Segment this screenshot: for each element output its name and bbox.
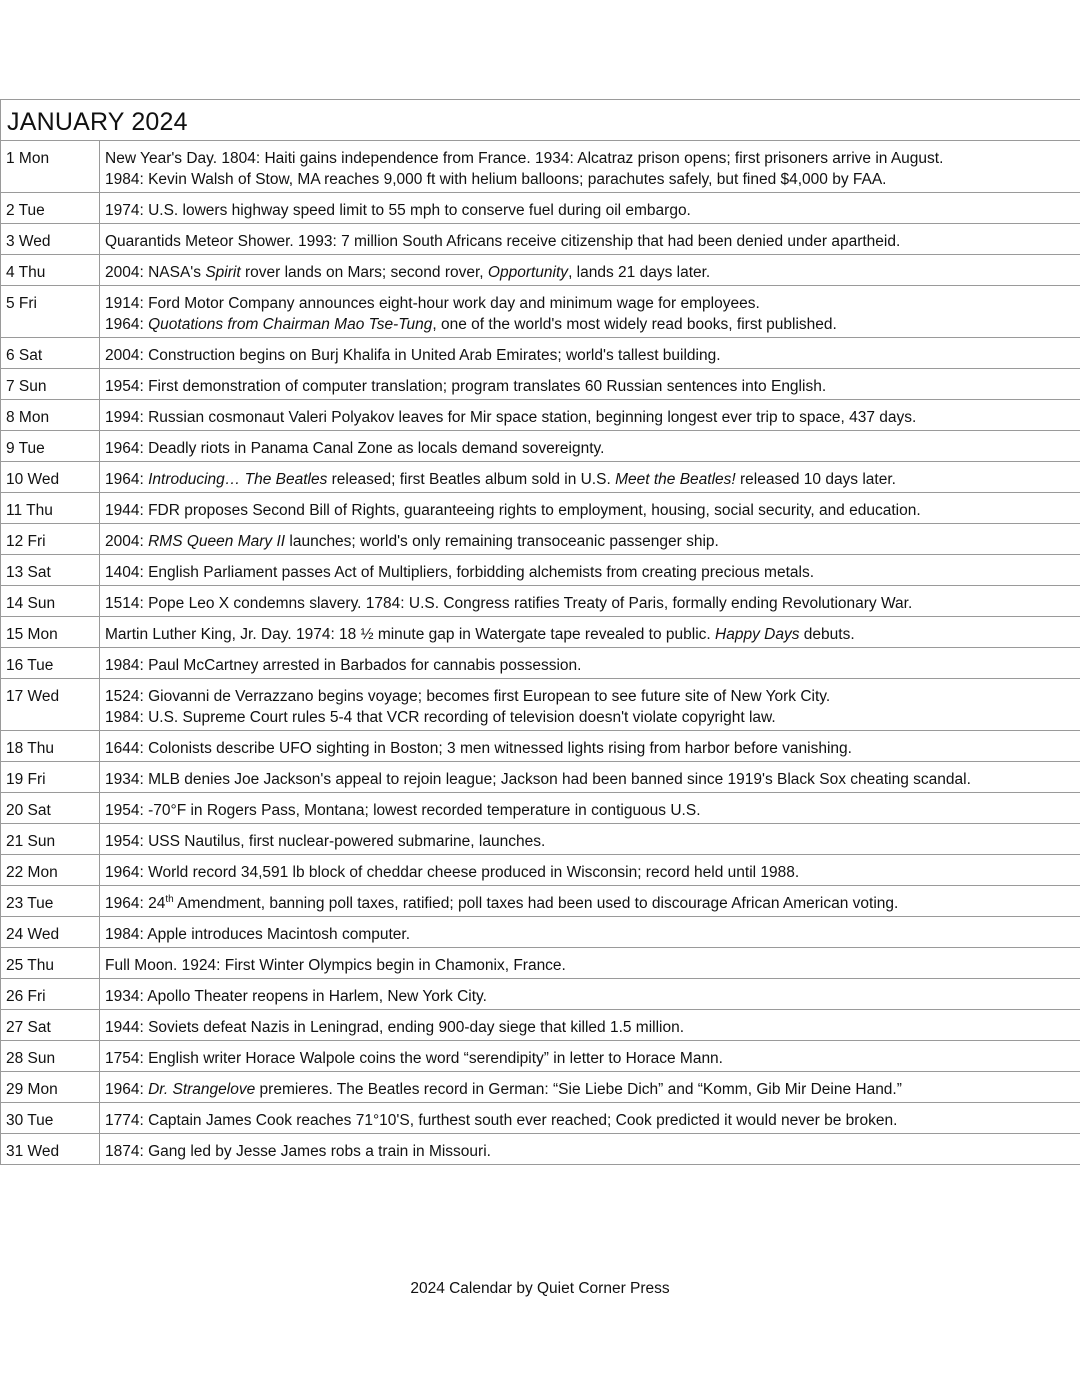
event-title-italic: Opportunity (487, 264, 569, 281)
event-title-italic: Meet the Beatles! (615, 471, 736, 488)
event-text (100, 524, 1080, 554)
day-label: 20 Sat (0, 793, 100, 823)
event-segment: released 10 days later. (735, 471, 896, 488)
event-title-italic: Happy Days (715, 626, 800, 643)
event-segment: 1524: Giovanni de Verrazzano begins voyage; becomes first European to see future site of New York City. (105, 688, 831, 705)
event-line (105, 1048, 1080, 1069)
table-row (0, 617, 1080, 648)
table-row (0, 1072, 1080, 1103)
day-label: 12 Fri (0, 524, 100, 554)
event-segment: 1774: Captain James Cook reaches 71°10'S, furthest south ever reached; Cook predicted it would never be broken. (105, 1112, 898, 1129)
event-segment: 1874: Gang led by Jesse James robs a train in Missouri. (105, 1143, 491, 1160)
event-line (105, 231, 1080, 252)
table-row (0, 679, 1080, 731)
event-line (105, 707, 1080, 728)
event-text (100, 431, 1080, 461)
event-line (105, 531, 1080, 552)
event-segment: 1514: Pope Leo X condemns slavery. 1784: U.S. Congress ratifies Treaty of Paris, formally ending Revolutionary War. (105, 595, 913, 612)
event-line (105, 500, 1080, 521)
event-line (105, 407, 1080, 428)
event-text (100, 855, 1080, 885)
event-segment: 1984: Paul McCartney arrested in Barbados for cannabis possession. (105, 657, 582, 674)
event-line (105, 986, 1080, 1007)
event-text (100, 679, 1080, 730)
event-segment: , one of the world's most widely read books, first published. (432, 316, 837, 333)
table-row (0, 586, 1080, 617)
event-segment: 1934: MLB denies Joe Jackson's appeal to rejoin league; Jackson had been banned since 1919's Black Sox cheating scandal. (105, 771, 971, 788)
day-label: 31 Wed (0, 1134, 100, 1164)
event-text (100, 824, 1080, 854)
table-row (0, 555, 1080, 586)
event-text (100, 886, 1080, 916)
event-line (105, 624, 1080, 645)
event-segment: rover lands on Mars; second rover, (240, 264, 488, 281)
day-label: 22 Mon (0, 855, 100, 885)
event-text (100, 617, 1080, 647)
event-line (105, 955, 1080, 976)
day-label: 1 Mon (0, 141, 100, 192)
event-text (100, 286, 1080, 337)
table-row (0, 141, 1080, 193)
day-label: 11 Thu (0, 493, 100, 523)
event-text (100, 1134, 1080, 1164)
event-segment: 1974: U.S. lowers highway speed limit to 55 mph to conserve fuel during oil embargo. (105, 202, 691, 219)
event-line (105, 655, 1080, 676)
event-segment: 1644: Colonists describe UFO sighting in Boston; 3 men witnessed lights rising from harbor before vanishing. (105, 740, 852, 757)
day-label: 4 Thu (0, 255, 100, 285)
event-segment: 1914: Ford Motor Company announces eight-hour work day and minimum wage for employees. (105, 295, 760, 312)
event-segment: 1944: FDR proposes Second Bill of Rights, guaranteeing rights to employment, housing, social security, and education. (105, 502, 921, 519)
event-segment: 1954: First demonstration of computer translation; program translates 60 Russian sentences into English. (105, 378, 827, 395)
table-row (0, 338, 1080, 369)
day-label: 15 Mon (0, 617, 100, 647)
event-segment: 2004: (105, 533, 149, 550)
event-text (100, 1072, 1080, 1102)
event-title-italic: Spirit (205, 264, 241, 281)
event-segment: 1944: Soviets defeat Nazis in Leningrad, ending 900-day siege that killed 1.5 million. (105, 1019, 685, 1036)
table-row (0, 369, 1080, 400)
day-label: 10 Wed (0, 462, 100, 492)
event-text (100, 141, 1080, 192)
day-label: 30 Tue (0, 1103, 100, 1133)
table-row (0, 400, 1080, 431)
table-row (0, 1010, 1080, 1041)
event-segment: 1954: USS Nautilus, first nuclear-powered submarine, launches. (105, 833, 546, 850)
event-text (100, 648, 1080, 678)
event-segment: 1964: (105, 1081, 149, 1098)
table-row (0, 648, 1080, 679)
table-row (0, 824, 1080, 855)
event-line (105, 738, 1080, 759)
table-row (0, 948, 1080, 979)
event-text (100, 555, 1080, 585)
event-segment: Quarantids Meteor Shower. 1993: 7 million South Africans receive citizenship that had been denied under apartheid. (105, 233, 901, 250)
calendar-table (0, 99, 1080, 1165)
day-label: 27 Sat (0, 1010, 100, 1040)
table-row (0, 431, 1080, 462)
event-title-italic: RMS Queen Mary II (148, 533, 286, 550)
event-line (105, 924, 1080, 945)
table-row (0, 493, 1080, 524)
event-text (100, 793, 1080, 823)
event-line (105, 438, 1080, 459)
day-label: 25 Thu (0, 948, 100, 978)
event-segment: Amendment, banning poll taxes, ratified; poll taxes had been used to discourage African American voting. (173, 895, 899, 912)
day-label: 17 Wed (0, 679, 100, 730)
event-line (105, 800, 1080, 821)
event-text (100, 224, 1080, 254)
event-line (105, 1110, 1080, 1131)
event-segment: 1934: Apollo Theater reopens in Harlem, New York City. (105, 988, 487, 1005)
event-line (105, 169, 1080, 190)
day-label: 26 Fri (0, 979, 100, 1009)
day-label: 13 Sat (0, 555, 100, 585)
event-segment: 2004: Construction begins on Burj Khalifa in United Arab Emirates; world's tallest building. (105, 347, 721, 364)
event-segment: 1964: Deadly riots in Panama Canal Zone as locals demand sovereignty. (105, 440, 605, 457)
footer-credit: 2024 Calendar by Quiet Corner Press (410, 1280, 670, 1297)
event-line (105, 862, 1080, 883)
day-label: 9 Tue (0, 431, 100, 461)
table-row (0, 917, 1080, 948)
event-line (105, 686, 1080, 707)
event-text (100, 917, 1080, 947)
table-row (0, 762, 1080, 793)
table-row (0, 731, 1080, 762)
event-segment: debuts. (799, 626, 855, 643)
event-text (100, 400, 1080, 430)
event-line (105, 1141, 1080, 1162)
event-segment: New Year's Day. 1804: Haiti gains independence from France. 1934: Alcatraz prison opens; first prisoners arrive in August. (105, 150, 944, 167)
event-segment: Martin Luther King, Jr. Day. 1974: 18 ½ minute gap in Watergate tape revealed to public. (105, 626, 716, 643)
event-text (100, 1010, 1080, 1040)
event-segment: 1964: 24 (105, 895, 166, 912)
event-segment: premieres. The Beatles record in German: “Sie Liebe Dich” and “Komm, Gib Mir Deine Hand.” (255, 1081, 902, 1098)
table-row (0, 1103, 1080, 1134)
event-segment: 1964: World record 34,591 lb block of cheddar cheese produced in Wisconsin; record held until 1988. (105, 864, 800, 881)
table-row (0, 1041, 1080, 1072)
day-label: 3 Wed (0, 224, 100, 254)
event-line (105, 893, 1080, 914)
event-line (105, 831, 1080, 852)
event-line (105, 345, 1080, 366)
day-label: 5 Fri (0, 286, 100, 337)
event-segment: 1984: U.S. Supreme Court rules 5-4 that VCR recording of television doesn't violate copyright law. (105, 709, 776, 726)
event-text (100, 948, 1080, 978)
table-row (0, 793, 1080, 824)
event-text (100, 979, 1080, 1009)
event-text (100, 731, 1080, 761)
event-segment: 1964: (105, 471, 149, 488)
event-line (105, 769, 1080, 790)
table-row (0, 524, 1080, 555)
event-title-italic: Dr. Strangelove (148, 1081, 256, 1098)
event-line (105, 562, 1080, 583)
day-label: 16 Tue (0, 648, 100, 678)
day-label: 24 Wed (0, 917, 100, 947)
day-label: 21 Sun (0, 824, 100, 854)
table-row (0, 286, 1080, 338)
event-segment: 1954: -70°F in Rogers Pass, Montana; lowest recorded temperature in contiguous U.S. (105, 802, 701, 819)
table-row (0, 855, 1080, 886)
event-segment: Full Moon. 1924: First Winter Olympics begin in Chamonix, France. (105, 957, 566, 974)
table-row (0, 224, 1080, 255)
day-label: 6 Sat (0, 338, 100, 368)
event-line (105, 469, 1080, 490)
event-segment: released; first Beatles album sold in U.S. (327, 471, 616, 488)
event-line (105, 293, 1080, 314)
day-label: 2 Tue (0, 193, 100, 223)
table-row (0, 1134, 1080, 1165)
event-line (105, 376, 1080, 397)
event-text (100, 462, 1080, 492)
day-label: 23 Tue (0, 886, 100, 916)
event-segment: 1994: Russian cosmonaut Valeri Polyakov leaves for Mir space station, beginning longest ever trip to space, 437 days. (105, 409, 917, 426)
event-text (100, 1103, 1080, 1133)
table-row (0, 979, 1080, 1010)
event-text (100, 193, 1080, 223)
event-line (105, 148, 1080, 169)
page-title: JANUARY 2024 (0, 100, 1080, 141)
day-label: 18 Thu (0, 731, 100, 761)
event-segment: 2004: NASA's (105, 264, 206, 281)
event-segment: 1754: English writer Horace Walpole coins the word “serendipity” in letter to Horace Mann. (105, 1050, 723, 1067)
day-label: 8 Mon (0, 400, 100, 430)
event-line (105, 1079, 1080, 1100)
event-line (105, 314, 1080, 335)
table-row (0, 886, 1080, 917)
event-text (100, 493, 1080, 523)
day-rows (0, 141, 1080, 1165)
event-line (105, 1017, 1080, 1038)
event-segment: 1964: (105, 316, 149, 333)
day-label: 28 Sun (0, 1041, 100, 1071)
event-title-italic: Introducing… The Beatles (148, 471, 328, 488)
event-segment: launches; world's only remaining transoceanic passenger ship. (285, 533, 719, 550)
event-line (105, 200, 1080, 221)
event-text (100, 255, 1080, 285)
event-segment: , lands 21 days later. (568, 264, 711, 281)
table-row (0, 462, 1080, 493)
event-text (100, 369, 1080, 399)
event-line (105, 593, 1080, 614)
event-text (100, 1041, 1080, 1071)
event-segment: th (165, 893, 174, 905)
event-line (105, 262, 1080, 283)
event-segment: 1404: English Parliament passes Act of Multipliers, forbidding alchemists from creating precious metals. (105, 564, 815, 581)
day-label: 14 Sun (0, 586, 100, 616)
table-row (0, 255, 1080, 286)
event-segment: 1984: Apple introduces Macintosh computer. (105, 926, 411, 943)
event-text (100, 762, 1080, 792)
day-label: 29 Mon (0, 1072, 100, 1102)
event-text (100, 586, 1080, 616)
day-label: 19 Fri (0, 762, 100, 792)
event-title-italic: Quotations from Chairman Mao Tse-Tung (148, 316, 433, 333)
event-segment: 1984: Kevin Walsh of Stow, MA reaches 9,000 ft with helium balloons; parachutes safely, but fined $4,000 by FAA. (105, 171, 887, 188)
event-text (100, 338, 1080, 368)
table-row (0, 193, 1080, 224)
day-label: 7 Sun (0, 369, 100, 399)
